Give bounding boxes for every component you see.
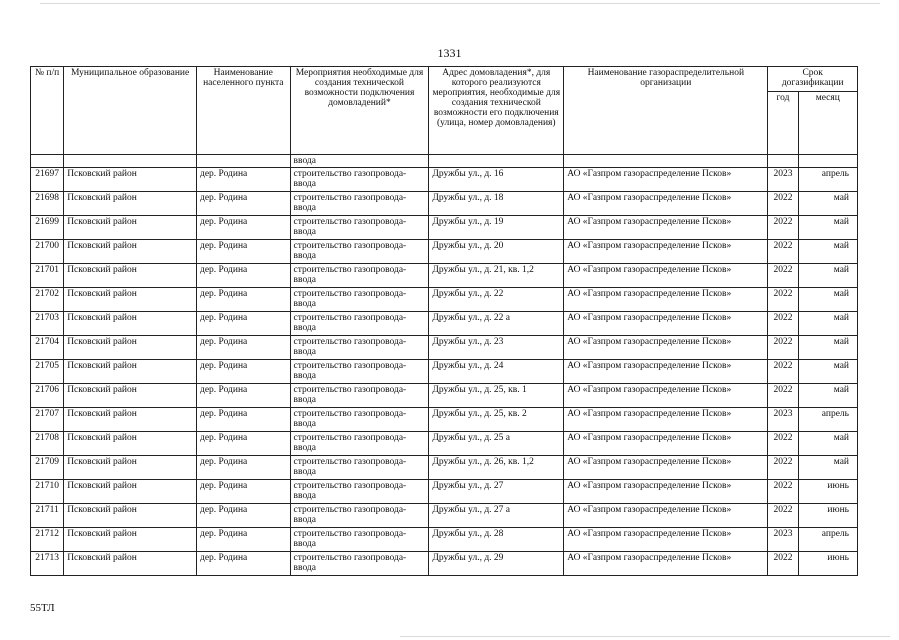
cell-num: 21710 [31, 480, 64, 504]
cell-municipality: Псковский район [64, 408, 197, 432]
cell-activity: строительство газопровода-ввода [290, 312, 429, 336]
cell-year: 2022 [768, 360, 798, 384]
cell-address: Дружбы ул., д. 22 [429, 288, 564, 312]
cell-address: Дружбы ул., д. 16 [429, 168, 564, 192]
cell-address: Дружбы ул., д. 25, кв. 2 [429, 408, 564, 432]
footer-code: 55ТЛ [30, 602, 55, 614]
cell-organization: АО «Газпром газораспределение Псков» [564, 264, 768, 288]
cell-activity: строительство газопровода-ввода [290, 552, 429, 576]
cell-num: 21705 [31, 360, 64, 384]
cell-locality: дер. Родина [196, 408, 290, 432]
cell-locality: дер. Родина [196, 192, 290, 216]
cell-num: 21700 [31, 240, 64, 264]
cell-month: май [798, 312, 857, 336]
cell-locality: дер. Родина [196, 288, 290, 312]
cell-locality: дер. Родина [196, 480, 290, 504]
header-organization: Наименование газораспределительной организации [564, 67, 768, 155]
cell-month: май [798, 192, 857, 216]
cell-locality: дер. Родина [196, 216, 290, 240]
cell-organization: АО «Газпром газораспределение Псков» [564, 504, 768, 528]
cell-organization: АО «Газпром газораспределение Псков» [564, 336, 768, 360]
cell-municipality: Псковский район [64, 552, 197, 576]
cell-municipality: Псковский район [64, 432, 197, 456]
cell-num: 21711 [31, 504, 64, 528]
table-row [31, 264, 858, 288]
cell-locality: дер. Родина [196, 552, 290, 576]
cell-year: 2022 [768, 240, 798, 264]
cell-activity: строительство газопровода-ввода [290, 360, 429, 384]
cell-locality: дер. Родина [196, 528, 290, 552]
cell-municipality: Псковский район [64, 264, 197, 288]
page-number: 1331 [437, 46, 462, 60]
cell-locality: дер. Родина [196, 384, 290, 408]
cell-organization: АО «Газпром газораспределение Псков» [564, 360, 768, 384]
cell-organization: АО «Газпром газораспределение Псков» [564, 192, 768, 216]
cell-address: Дружбы ул., д. 28 [429, 528, 564, 552]
cell-locality: дер. Родина [196, 240, 290, 264]
table-row [31, 408, 858, 432]
table-row [31, 240, 858, 264]
scan-artifact-bottom [400, 636, 890, 637]
cell-organization: АО «Газпром газораспределение Псков» [564, 552, 768, 576]
cell-year: 2022 [768, 384, 798, 408]
header-address: Адрес домовладения*, для которого реализуются мероприятия, необходимые для создания технической возможности его подключения (улица, номер домовладения) [429, 67, 564, 155]
header-activities: Мероприятия необходимые для создания технической возможности подключения домовладений* [290, 67, 429, 155]
header-month: месяц [798, 92, 857, 155]
cell-month: июнь [798, 552, 857, 576]
cell-year: 2022 [768, 192, 798, 216]
cell-organization: АО «Газпром газораспределение Псков» [564, 456, 768, 480]
cell-organization: АО «Газпром газораспределение Псков» [564, 216, 768, 240]
cell-locality: дер. Родина [196, 456, 290, 480]
table-row [31, 432, 858, 456]
cell-num: 21703 [31, 312, 64, 336]
cell-address: Дружбы ул., д. 22 а [429, 312, 564, 336]
table-row [31, 168, 858, 192]
cell-month: апрель [798, 528, 857, 552]
cell-year: 2022 [768, 312, 798, 336]
cell-locality: дер. Родина [196, 504, 290, 528]
header-year: год [768, 92, 798, 155]
cell-month: май [798, 336, 857, 360]
cell-address: Дружбы ул., д. 25 а [429, 432, 564, 456]
cell-address: Дружбы ул., д. 29 [429, 552, 564, 576]
cell-month: май [798, 384, 857, 408]
cell-month: май [798, 288, 857, 312]
cell-year: 2022 [768, 480, 798, 504]
cell-activity: строительство газопровода-ввода [290, 168, 429, 192]
cell-num: 21701 [31, 264, 64, 288]
cell-municipality: Псковский район [64, 504, 197, 528]
cell-address: Дружбы ул., д. 27 а [429, 504, 564, 528]
cell-locality: дер. Родина [196, 312, 290, 336]
cell-month: май [798, 360, 857, 384]
cell-year: 2022 [768, 264, 798, 288]
cell-municipality: Псковский район [64, 192, 197, 216]
header-locality: Наименование населенного пункта [196, 67, 290, 155]
table-row [31, 312, 858, 336]
table-row [31, 480, 858, 504]
cell-num: 21707 [31, 408, 64, 432]
table-row [31, 528, 858, 552]
cell-address: Дружбы ул., д. 21, кв. 1,2 [429, 264, 564, 288]
cell-address: Дружбы ул., д. 19 [429, 216, 564, 240]
cell-address: Дружбы ул., д. 26, кв. 1,2 [429, 456, 564, 480]
cell-activity: строительство газопровода-ввода [290, 384, 429, 408]
cell-municipality: Псковский район [64, 312, 197, 336]
cell-address: Дружбы ул., д. 18 [429, 192, 564, 216]
cell-activity: строительство газопровода-ввода [290, 432, 429, 456]
cell-activity: строительство газопровода-ввода [290, 504, 429, 528]
cell-num: 21704 [31, 336, 64, 360]
cell-municipality: Псковский район [64, 456, 197, 480]
cell-address: Дружбы ул., д. 20 [429, 240, 564, 264]
cell-num: 21708 [31, 432, 64, 456]
cell-municipality: Псковский район [64, 240, 197, 264]
cell-locality: дер. Родина [196, 264, 290, 288]
cell-activity: строительство газопровода-ввода [290, 216, 429, 240]
cell-locality: дер. Родина [196, 336, 290, 360]
cell-num: 21706 [31, 384, 64, 408]
cell-address: Дружбы ул., д. 27 [429, 480, 564, 504]
cell-activity: строительство газопровода-ввода [290, 480, 429, 504]
cell-month: май [798, 264, 857, 288]
cell-month: май [798, 240, 857, 264]
cell-activity: строительство газопровода-ввода [290, 528, 429, 552]
cell-year: 2023 [768, 408, 798, 432]
cell-num: 21712 [31, 528, 64, 552]
cell-locality: дер. Родина [196, 360, 290, 384]
cell-year: 2022 [768, 288, 798, 312]
cell-organization: АО «Газпром газораспределение Псков» [564, 312, 768, 336]
cell-municipality: Псковский район [64, 336, 197, 360]
continuation-activity: ввода [290, 155, 429, 168]
cell-month: апрель [798, 168, 857, 192]
cell-month: май [798, 216, 857, 240]
table-row [31, 288, 858, 312]
cell-year: 2022 [768, 552, 798, 576]
cell-activity: строительство газопровода-ввода [290, 192, 429, 216]
cell-num: 21698 [31, 192, 64, 216]
header-municipality: Муниципальное образование [64, 67, 197, 155]
table-row [31, 192, 858, 216]
cell-year: 2022 [768, 336, 798, 360]
cell-organization: АО «Газпром газораспределение Псков» [564, 288, 768, 312]
table-row [31, 456, 858, 480]
cell-num: 21697 [31, 168, 64, 192]
cell-activity: строительство газопровода-ввода [290, 336, 429, 360]
cell-organization: АО «Газпром газораспределение Псков» [564, 240, 768, 264]
cell-municipality: Псковский район [64, 384, 197, 408]
cell-organization: АО «Газпром газораспределение Псков» [564, 528, 768, 552]
cell-address: Дружбы ул., д. 23 [429, 336, 564, 360]
header-deadline: Срок догазификации [768, 67, 858, 92]
cell-month: июнь [798, 504, 857, 528]
cell-month: апрель [798, 408, 857, 432]
cell-locality: дер. Родина [196, 168, 290, 192]
cell-activity: строительство газопровода-ввода [290, 288, 429, 312]
cell-month: июнь [798, 480, 857, 504]
cell-municipality: Псковский район [64, 480, 197, 504]
cell-num: 21702 [31, 288, 64, 312]
cell-organization: АО «Газпром газораспределение Псков» [564, 480, 768, 504]
cell-locality: дер. Родина [196, 432, 290, 456]
table-row [31, 360, 858, 384]
cell-num: 21699 [31, 216, 64, 240]
cell-organization: АО «Газпром газораспределение Псков» [564, 168, 768, 192]
cell-year: 2022 [768, 432, 798, 456]
cell-year: 2023 [768, 528, 798, 552]
continuation-row [31, 155, 858, 168]
cell-municipality: Псковский район [64, 288, 197, 312]
cell-month: май [798, 432, 857, 456]
cell-activity: строительство газопровода-ввода [290, 240, 429, 264]
cell-activity: строительство газопровода-ввода [290, 456, 429, 480]
cell-municipality: Псковский район [64, 216, 197, 240]
table-row [31, 552, 858, 576]
table-row [31, 384, 858, 408]
cell-num: 21709 [31, 456, 64, 480]
cell-year: 2023 [768, 168, 798, 192]
cell-municipality: Псковский район [64, 168, 197, 192]
cell-num: 21713 [31, 552, 64, 576]
cell-year: 2022 [768, 504, 798, 528]
table-row [31, 216, 858, 240]
cell-municipality: Псковский район [64, 528, 197, 552]
cell-year: 2022 [768, 456, 798, 480]
gasification-table [30, 66, 858, 576]
cell-activity: строительство газопровода-ввода [290, 408, 429, 432]
scan-artifact-top [40, 3, 880, 4]
cell-organization: АО «Газпром газораспределение Псков» [564, 408, 768, 432]
table-row [31, 504, 858, 528]
header-num: № п/п [31, 67, 64, 155]
cell-municipality: Псковский район [64, 360, 197, 384]
cell-address: Дружбы ул., д. 24 [429, 360, 564, 384]
cell-address: Дружбы ул., д. 25, кв. 1 [429, 384, 564, 408]
cell-activity: строительство газопровода-ввода [290, 264, 429, 288]
cell-year: 2022 [768, 216, 798, 240]
cell-organization: АО «Газпром газораспределение Псков» [564, 384, 768, 408]
table-row [31, 336, 858, 360]
cell-organization: АО «Газпром газораспределение Псков» [564, 432, 768, 456]
cell-month: май [798, 456, 857, 480]
